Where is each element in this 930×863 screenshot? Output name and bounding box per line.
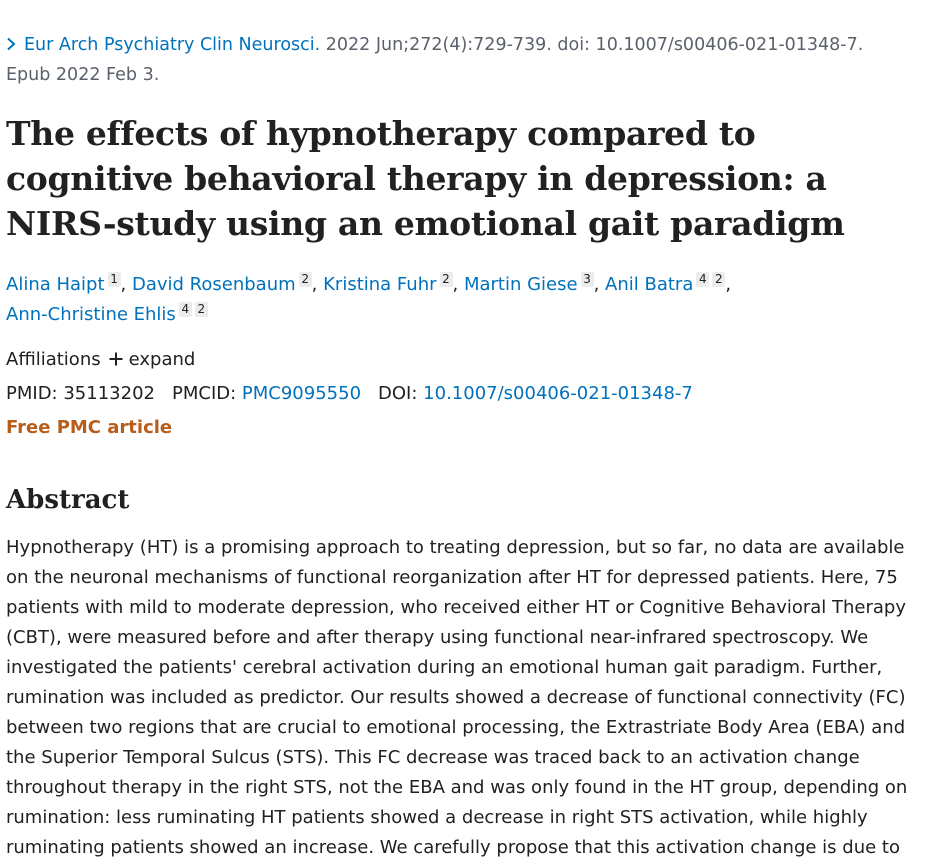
- affiliations-row: [6, 346, 195, 374]
- author-item: [323, 274, 452, 295]
- abstract-heading: Abstract: [6, 485, 130, 515]
- author-separator: ,: [725, 274, 732, 295]
- pmid-label: PMID:: [6, 383, 58, 404]
- affiliation-ref[interactable]: 4: [179, 302, 192, 317]
- author-name-link[interactable]: Kristina Fuhr: [323, 274, 437, 295]
- affiliation-ref[interactable]: 4: [696, 272, 709, 287]
- affiliation-ref[interactable]: 2: [299, 272, 312, 287]
- citation-epub: Epub 2022 Feb 3.: [6, 65, 160, 85]
- identifiers-row: [6, 380, 693, 408]
- affiliations-expand-button[interactable]: [109, 349, 196, 370]
- author-item: [464, 274, 594, 295]
- author-separator: ,: [593, 274, 606, 295]
- citation: [6, 30, 906, 90]
- pmid-value: 35113202: [63, 383, 155, 404]
- doi-label: DOI:: [378, 383, 418, 404]
- author-name-link[interactable]: Alina Haipt: [6, 274, 105, 295]
- author-item: [6, 274, 121, 295]
- article-title: The effects of hypnotherapy compared to cognitive behavioral therapy in depression: a NIRS-study using an emotional gait paradigm: [6, 114, 845, 243]
- author-list: [6, 270, 906, 330]
- author-separator: ,: [120, 274, 132, 295]
- author-separator: ,: [452, 274, 464, 295]
- abstract-text: Hypnotherapy (HT) is a promising approach to treating depression, but so far, no data are available on the neuronal mechanisms of functional reorganization after HT for depressed patients. Here, 75 patients with mild to moderate depression, who received either HT or Cognitive Behavioral Therapy (CBT), were measured before and after therapy using functional near-infrared spectroscopy. We investigated the patients' cerebral activation during an emotional human gait paradigm. Further, rumination was included as predictor. Our results showed a decrease of functional connectivity (FC) between two regions that are crucial to emotional processing, the Extrastriate Body Area (EBA) and the Superior Temporal Sulcus (STS). This FC decrease was traced back to an activation change throughout therapy in the right STS, not the EBA and was only found in the HT group, depending on rumination: less ruminating HT patients showed a decrease in right STS activation, while highly ruminating patients showed an increase. We carefully propose that this activation change is due to: [6, 537, 908, 858]
- chevron-right-icon: [6, 37, 16, 51]
- author-separator: ,: [311, 274, 324, 295]
- citation-journal-link[interactable]: [6, 35, 320, 55]
- author-name-link[interactable]: Martin Giese: [463, 274, 578, 295]
- author-item: [6, 304, 208, 325]
- author-item: [132, 274, 312, 295]
- pmcid-link[interactable]: PMC9095550: [241, 383, 362, 404]
- affiliation-ref[interactable]: 2: [195, 302, 208, 317]
- author-name-link[interactable]: Anil Batra: [605, 274, 694, 295]
- citation-details: 2022 Jun;272(4):729-739. doi: 10.1007/s00406-021-01348-7.: [320, 35, 864, 55]
- pmcid-label: PMCID:: [171, 383, 237, 404]
- affiliations-label: Affiliations: [6, 349, 101, 370]
- affiliation-ref[interactable]: 1: [108, 272, 121, 287]
- affiliation-ref[interactable]: 2: [712, 272, 725, 287]
- doi-link[interactable]: 10.1007/s00406-021-01348-7: [423, 383, 693, 404]
- affiliation-ref[interactable]: 2: [440, 272, 453, 287]
- journal-name[interactable]: Eur Arch Psychiatry Clin Neurosci.: [24, 35, 321, 55]
- free-pmc-article-link[interactable]: Free PMC article: [6, 417, 173, 438]
- plus-icon: [109, 352, 123, 366]
- author-item: [605, 274, 725, 295]
- affiliation-ref[interactable]: 3: [581, 272, 594, 287]
- expand-label: expand: [128, 349, 196, 370]
- author-name-link[interactable]: Ann-Christine Ehlis: [6, 304, 176, 325]
- author-name-link[interactable]: David Rosenbaum: [131, 274, 296, 295]
